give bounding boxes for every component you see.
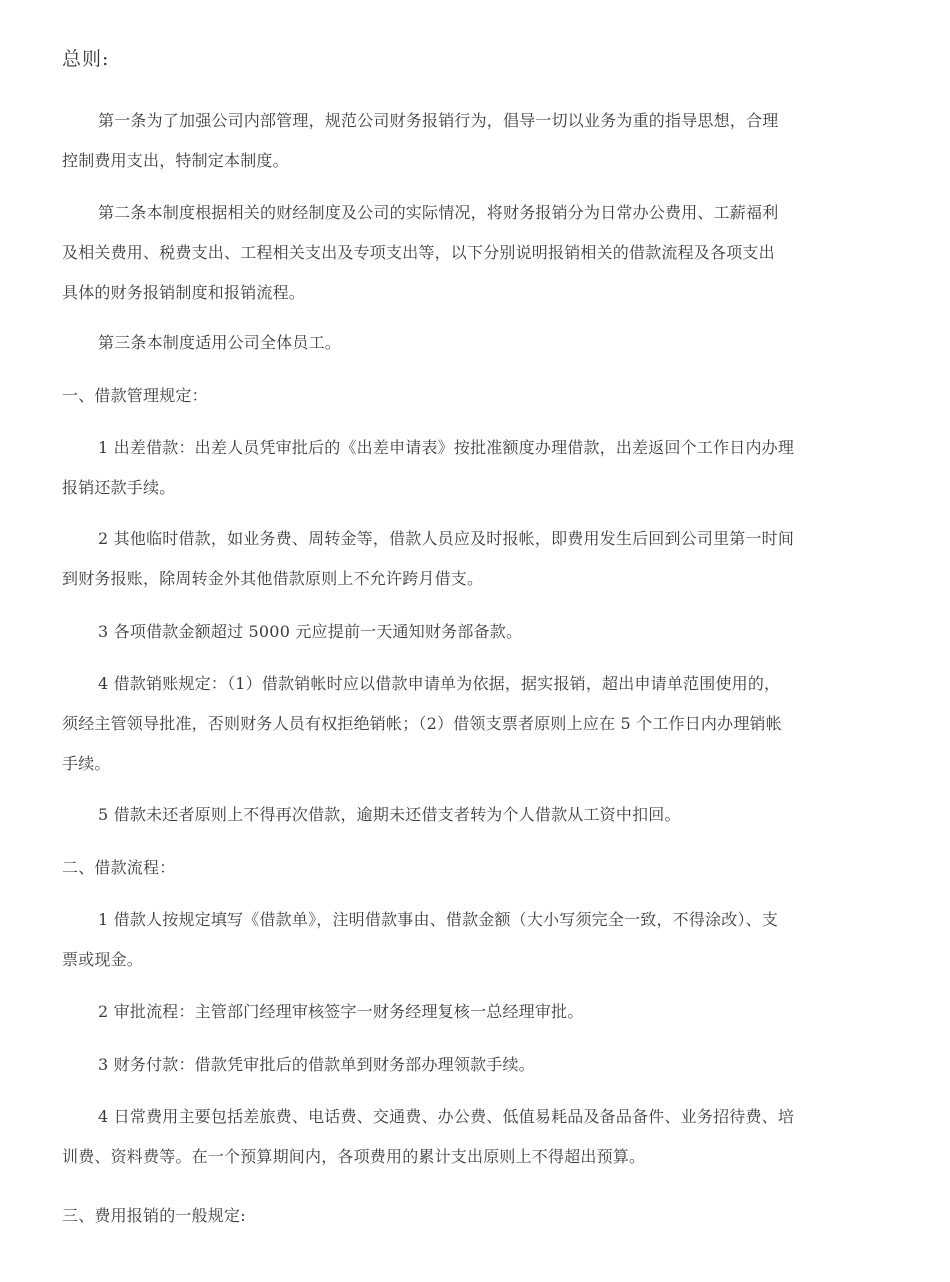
paragraph-line: 控制费用支出，特制定本制度。 <box>62 151 289 170</box>
paragraph-line: 3 财务付款：借款凭审批后的借款单到财务部办理领款手续。 <box>98 1055 535 1074</box>
heading-text: 三、费用报销的一般规定: <box>62 1206 246 1225</box>
paragraph-line: 2 其他临时借款，如业务费、周转金等，借款人员应及时报帐，即费用发生后回到公司里第一时间 <box>98 529 795 548</box>
paragraph-line: 3 各项借款金额超过 5000 元应提前一天通知财务部备款。 <box>98 622 523 641</box>
paragraph-article-3 <box>62 323 882 363</box>
paragraph-process-2 <box>62 992 882 1032</box>
paragraph-loan-rule-5 <box>62 795 882 835</box>
paragraph-loan-rule-3 <box>62 612 882 652</box>
paragraph-loan-rule-4 <box>62 664 882 784</box>
paragraph-article-1 <box>62 101 882 181</box>
paragraph-process-3 <box>62 1045 882 1085</box>
paragraph-line: 手续。 <box>62 754 111 773</box>
paragraph-line: 训费、资料费等。在一个预算期间内，各项费用的累计支出原则上不得超出预算。 <box>62 1147 646 1166</box>
heading-loan-rules <box>62 376 882 416</box>
paragraph-line: 5 借款未还者原则上不得再次借款，逾期未还借支者转为个人借款从工资中扣回。 <box>98 805 681 824</box>
heading-reimbursement-rules <box>62 1196 882 1236</box>
paragraph-loan-rule-1 <box>62 428 882 508</box>
paragraph-line: 4 日常费用主要包括差旅费、电话费、交通费、办公费、低值易耗品及备品备件、业务招待费、培 <box>98 1107 795 1126</box>
paragraph-line: 4 借款销账规定：（1）借款销帐时应以借款申请单为依据，据实报销，超出申请单范围使用的， <box>98 674 781 693</box>
heading-text: 二、借款流程： <box>62 858 176 877</box>
paragraph-line: 1 出差借款：出差人员凭审批后的《出差申请表》按批准额度办理借款，出差返回个工作日内办理 <box>98 438 795 457</box>
heading-text: 一、借款管理规定： <box>62 386 208 405</box>
paragraph-line: 到财务报账，除周转金外其他借款原则上不允许跨月借支。 <box>62 569 484 588</box>
paragraph-loan-rule-2 <box>62 519 882 599</box>
paragraph-article-2 <box>62 193 882 313</box>
paragraph-line: 须经主管领导批准，否则财务人员有权拒绝销帐；（2）借领支票者原则上应在 5 个工作日内办理销帐 <box>62 714 782 733</box>
paragraph-line: 1 借款人按规定填写《借款单》，注明借款事由、借款金额（大小写须完全一致，不得涂改）、支 <box>98 910 779 929</box>
paragraph-line: 票或现金。 <box>62 950 144 969</box>
paragraph-line: 第三条本制度适用公司全体员工。 <box>98 333 342 352</box>
paragraph-line: 具体的财务报销制度和报销流程。 <box>62 283 306 302</box>
paragraph-line: 2 审批流程：主管部门经理审核签字一财务经理复核一总经理审批。 <box>98 1002 584 1021</box>
paragraph-line: 第二条本制度根据相关的财经制度及公司的实际情况，将财务报销分为日常办公费用、工薪福利 <box>98 203 779 222</box>
paragraph-line: 及相关费用、税费支出、工程相关支出及专项支出等，以下分别说明报销相关的借款流程及各项支出 <box>62 243 775 262</box>
paragraph-process-1 <box>62 900 882 980</box>
paragraph-process-4 <box>62 1097 882 1177</box>
paragraph-line: 报销还款手续。 <box>62 478 176 497</box>
heading-loan-process <box>62 848 882 888</box>
paragraph-line: 第一条为了加强公司内部管理，规范公司财务报销行为，倡导一切以业务为重的指导思想，合理 <box>98 111 779 130</box>
section-title-general: 总则: <box>62 48 110 70</box>
